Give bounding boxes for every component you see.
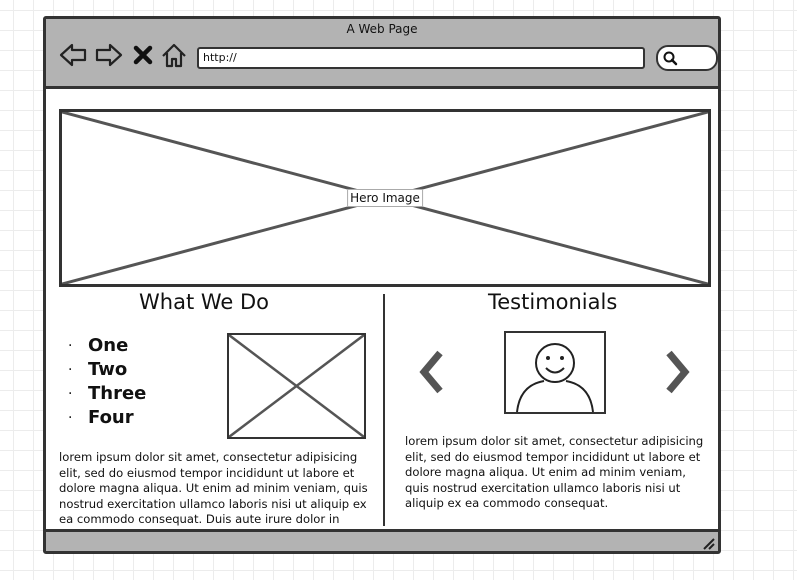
image-placeholder-icon (229, 335, 364, 437)
list-item: · Two (68, 359, 128, 380)
list-item: · Four (68, 407, 134, 428)
hero-image (59, 109, 711, 287)
services-list (68, 334, 146, 430)
hero-image-label: Hero Image (347, 189, 423, 207)
arrow-left-icon[interactable] (59, 41, 87, 69)
arrow-right-icon[interactable] (95, 41, 123, 69)
list-item: · One (68, 335, 129, 356)
home-icon[interactable] (160, 41, 188, 69)
testimonials-title: Testimonials (488, 290, 618, 314)
testimonial-avatar (504, 331, 606, 414)
search-icon[interactable] (662, 49, 678, 67)
testimonial-text: lorem ipsum dolor sit amet, consectetur adipisicing elit, sed do eiusmod tempor incididunt ut labore et dolore magna aliqua. Ut enim ad minim veniam, quis nostrud exercitation ullamco laboris nisi ut aliquip ex ea commodo consequat. (405, 434, 704, 510)
search-field[interactable] (656, 45, 718, 71)
resize-handle-icon[interactable] (701, 536, 715, 550)
what-we-do-title: What We Do (139, 290, 269, 314)
column-divider (383, 294, 385, 526)
window-title: A Web Page (346, 22, 418, 36)
address-bar[interactable]: http:// (197, 47, 645, 69)
chevron-left-icon[interactable] (416, 349, 446, 395)
user-avatar-icon (506, 333, 604, 412)
chevron-right-icon[interactable] (663, 349, 693, 395)
status-bar (46, 529, 718, 551)
browser-window (43, 16, 721, 554)
browser-toolbar (46, 19, 718, 89)
list-item: · Three (68, 383, 147, 404)
close-icon[interactable] (132, 41, 154, 69)
what-we-do-image (227, 333, 366, 439)
what-we-do-text: lorem ipsum dolor sit amet, consectetur adipisicing elit, sed do eiusmod tempor incididunt ut labore et dolore magna aliqua. Ut enim ad minim veniam, quis nostrud exercitation ullamco laboris nisi ut aliquip ex ea commodo consequat. Duis aute irure dolor in (59, 450, 368, 526)
